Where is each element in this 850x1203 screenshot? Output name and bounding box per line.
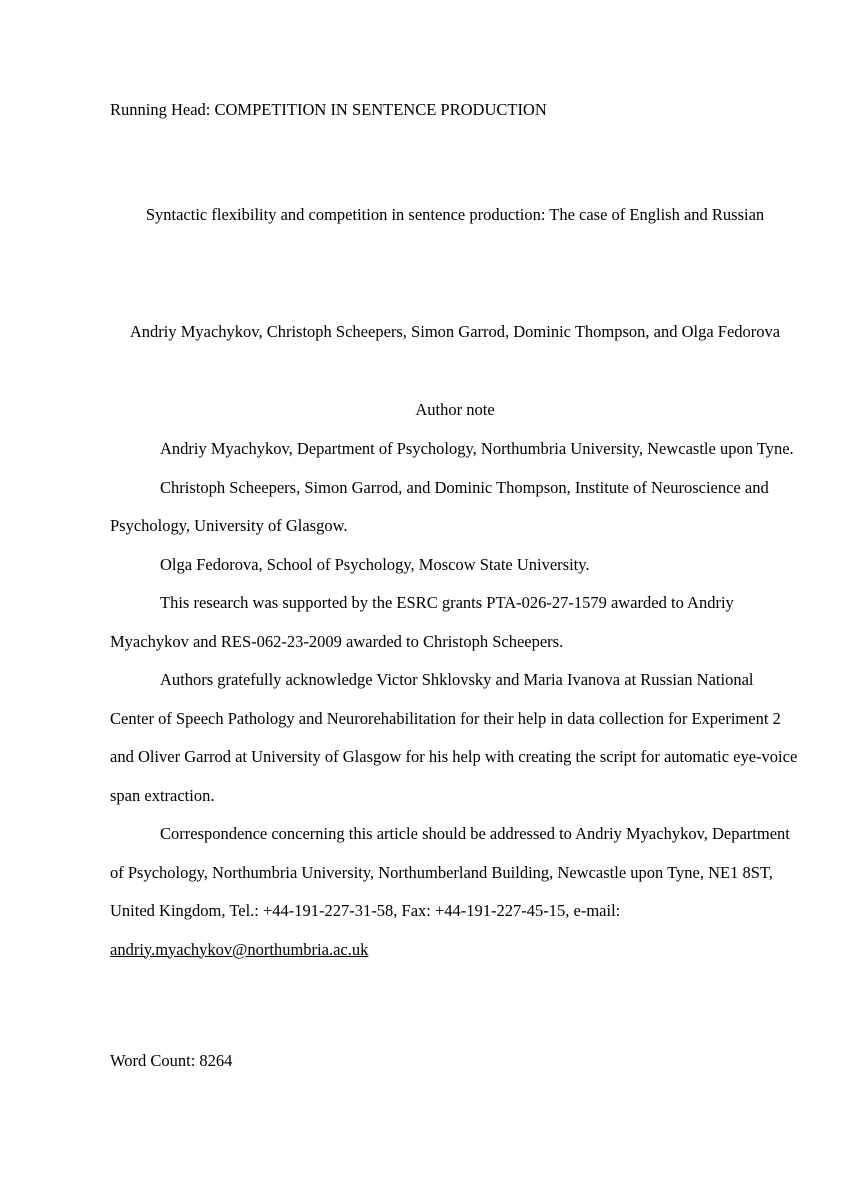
affiliation-paragraph: Olga Fedorova, School of Psychology, Moscow State University. bbox=[160, 554, 590, 574]
funding-note-paragraph: This research was supported by the ESRC grants PTA-026-27-1579 awarded to Andriy Myachykov and RES-062-23-2009 awarded to Christoph Scheepers. bbox=[110, 593, 734, 651]
acknowledgements-paragraph: Authors gratefully acknowledge Victor Shklovsky and Maria Ivanova at Russian National Center of Speech Pathology and Neurorehabilitation for their help in data collection for Experiment 2 and Oliver Garrod at University of Glasgow for his help with creating the script for automatic eye-voice span extraction. bbox=[110, 670, 798, 805]
author-note-heading: Author note bbox=[415, 400, 495, 419]
author-note-body bbox=[110, 430, 800, 969]
word-count: Word Count: 8264 bbox=[110, 1051, 233, 1070]
affiliation-paragraph: Christoph Scheepers, Simon Garrod, and Dominic Thompson, Institute of Neuroscience and Psychology, University of Glasgow. bbox=[110, 477, 769, 535]
correspondence-paragraph bbox=[110, 815, 800, 969]
authors-list: Andriy Myachykov, Christoph Scheepers, Simon Garrod, Dominic Thompson, and Olga Fedorova bbox=[129, 322, 781, 341]
correspondence-text: Correspondence concerning this article should be addressed to Andriy Myachykov, Department of Psychology, Northumbria University, Northumberland Building, Newcastle upon Tyne, NE1 8ST, United Kingdom, Tel.: +44-191-227-31-58, Fax: +44-191-227-45-15, e-mail: bbox=[110, 824, 790, 920]
email-link[interactable]: andriy.myachykov@northumbria.ac.uk bbox=[110, 939, 369, 959]
paper-title: Syntactic flexibility and competition in sentence production: The case of English and Russian bbox=[145, 205, 765, 224]
affiliation-paragraph: Andriy Myachykov, Department of Psychology, Northumbria University, Newcastle upon Tyne. bbox=[160, 439, 794, 458]
running-head: Running Head: COMPETITION IN SENTENCE PRODUCTION bbox=[110, 100, 547, 119]
